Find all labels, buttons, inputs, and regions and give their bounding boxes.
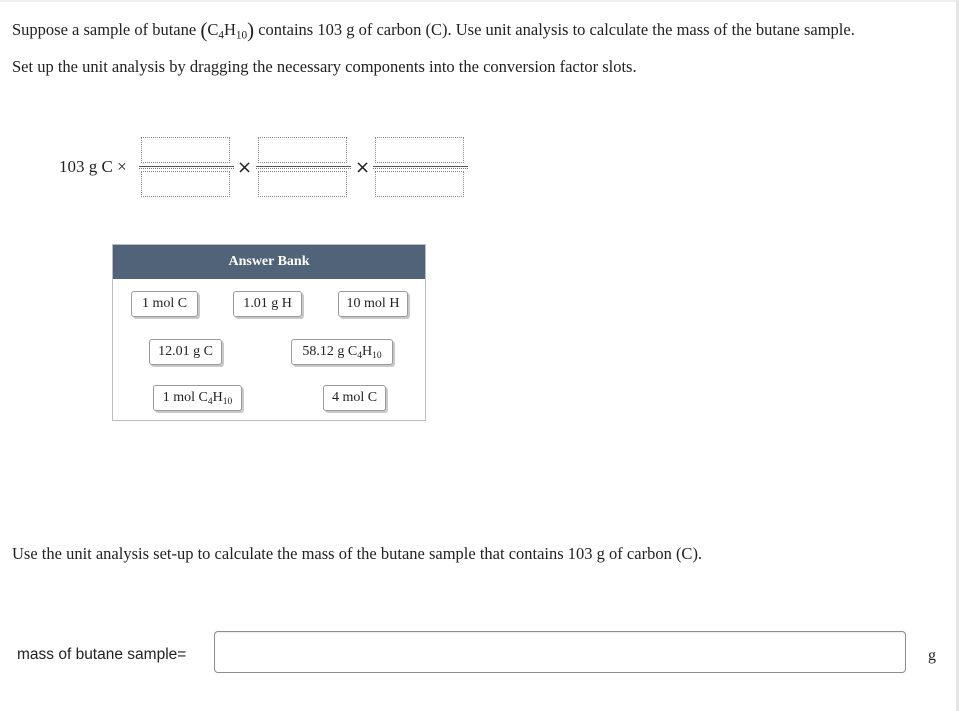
- question-line-1: [12, 18, 855, 43]
- chip-1-mol-c[interactable]: [131, 291, 198, 317]
- answer-bank: [112, 244, 426, 421]
- fraction-bar-1: [139, 166, 234, 167]
- open-paren: (: [200, 18, 208, 42]
- fraction-bar-1-dotted: [139, 168, 234, 169]
- formula-c: C: [207, 20, 219, 39]
- fraction-bar-3: [373, 166, 468, 167]
- multiply-sign-2: ×: [355, 157, 371, 178]
- close-paren: ): [247, 18, 255, 42]
- formula-c-sub: 4: [218, 29, 224, 42]
- formula-h: H: [223, 20, 236, 39]
- chip-4-mol-c[interactable]: [323, 385, 386, 411]
- numerator-slot-3[interactable]: [375, 137, 464, 163]
- chip-label: 4 mol C: [331, 390, 378, 405]
- answer-bank-title: Answer Bank: [113, 245, 425, 279]
- chip-label: 1.01 g H: [243, 296, 292, 311]
- mass-answer-input[interactable]: [214, 631, 906, 673]
- starting-quantity: 103 g C ×: [59, 157, 127, 176]
- chip-1-01-g-h[interactable]: [233, 291, 302, 317]
- chip-label: 58.12 g $C_4H_{10}$: [302, 344, 382, 361]
- numerator-slot-1[interactable]: [141, 137, 230, 163]
- formula-h-sub: 10: [235, 29, 248, 42]
- denominator-slot-3[interactable]: [375, 171, 464, 197]
- chip-58-12-g-butane[interactable]: [291, 339, 393, 365]
- question-line-2: Set up the unit analysis by dragging the necessary components into the conversion factor slots.: [12, 57, 637, 76]
- question-text-start: Suppose a sample of butane: [12, 20, 201, 39]
- chip-label: 1 mol $C_4H_{10}$: [162, 390, 233, 407]
- chip-label: 10 mol H: [346, 296, 400, 311]
- chip-1-mol-butane[interactable]: [153, 385, 242, 411]
- conversion-factor-1: [139, 137, 234, 199]
- chip-10-mol-h[interactable]: [338, 291, 408, 317]
- unit-label: g: [928, 647, 936, 664]
- chip-label: 12.01 g C: [158, 344, 213, 359]
- chip-12-01-g-c[interactable]: [149, 339, 222, 365]
- fraction-bar-3-dotted: [373, 168, 468, 169]
- multiply-sign-1: ×: [237, 157, 253, 178]
- part2-prompt: Use the unit analysis set-up to calculate the mass of the butane sample that contains 103 g of carbon (C).: [12, 544, 703, 563]
- mass-input-label: mass of butane sample=: [17, 646, 187, 663]
- fraction-bar-2: [256, 166, 351, 167]
- conversion-factor-2: [256, 137, 351, 199]
- top-edge: [0, 0, 959, 2]
- fraction-bar-2-dotted: [256, 168, 351, 169]
- conversion-factor-3: [373, 137, 468, 199]
- chip-label: 1 mol C: [141, 296, 188, 311]
- numerator-slot-2[interactable]: [258, 137, 347, 163]
- denominator-slot-2[interactable]: [258, 171, 347, 197]
- question-text-end: contains 103 g of carbon (C). Use unit analysis to calculate the mass of the butane sample.: [254, 20, 855, 39]
- denominator-slot-1[interactable]: [141, 171, 230, 197]
